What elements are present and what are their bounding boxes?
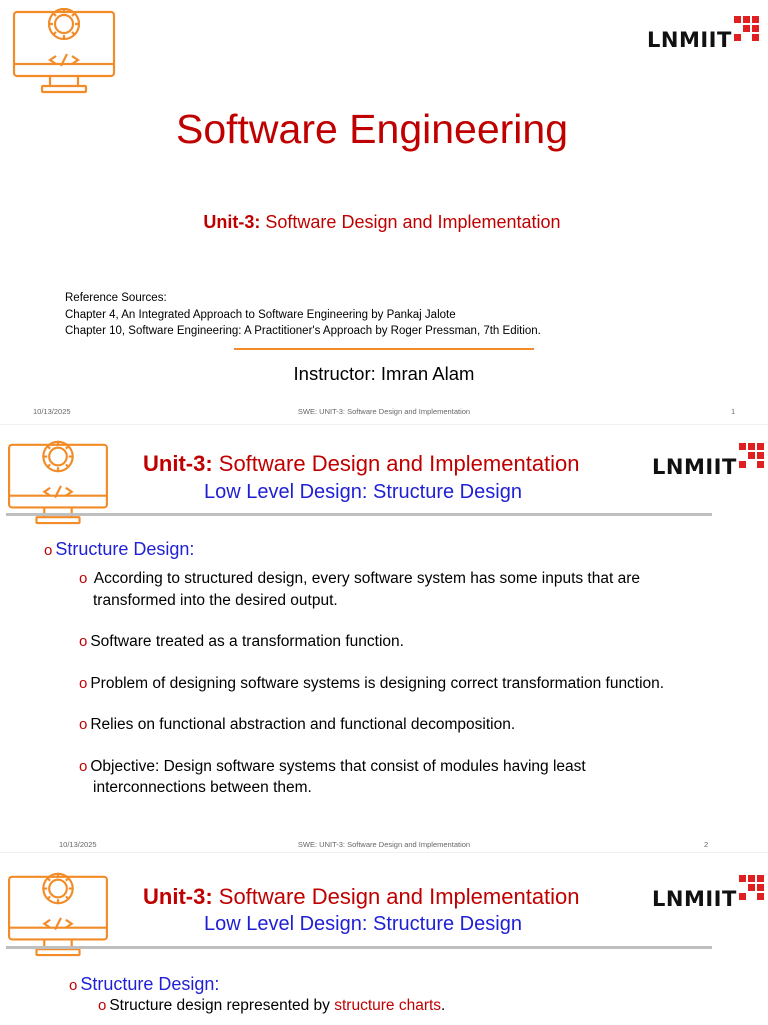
divider (234, 348, 534, 350)
slide-subtitle: Low Level Design: Structure Design (204, 913, 522, 935)
logo-text: LNMIIT (647, 28, 732, 52)
unit-heading (143, 884, 580, 910)
unit-prefix: Unit-3: (143, 884, 213, 909)
lnmiit-logo (652, 439, 764, 479)
footer-date: 10/13/2025 (59, 840, 97, 849)
software-gear-monitor-icon (6, 867, 110, 957)
lnmiit-logo (652, 871, 764, 911)
instructor: Instructor: Imran Alam (293, 363, 475, 384)
reference-line-1: Chapter 4, An Integrated Approach to Software Engineering by Pankaj Jalote (65, 308, 456, 321)
list-item: o Structure design represented by structure charts. (98, 997, 446, 1014)
slide-2 (0, 424, 768, 853)
reference-block (65, 290, 541, 340)
unit-title: Software Design and Implementation (260, 212, 561, 232)
reference-line-2: Chapter 10, Software Engineering: A Practitioner's Approach by Roger Pressman, 7th Edition. (65, 325, 541, 337)
logo-grid-icon (739, 443, 764, 468)
slide-1 (0, 0, 768, 424)
list-item: o Objective: Design software systems that consist of modules having least (79, 758, 586, 775)
footer-page-number: 1 (731, 407, 736, 416)
logo-text: LNMIIT (652, 455, 737, 479)
logo-text: LNMIIT (652, 887, 737, 911)
footer-date: 10/13/2025 (33, 407, 71, 416)
list-item: o According to structured design, every software system has some inputs that are (79, 570, 640, 587)
list-item-continuation: interconnections between them. (93, 779, 312, 796)
header-divider (6, 513, 712, 516)
software-gear-monitor-icon (6, 435, 110, 525)
list-item-continuation: transformed into the desired output. (93, 592, 338, 609)
slide-3 (0, 852, 768, 1025)
logo-grid-icon (739, 875, 764, 900)
section-title: Structure Design: (80, 974, 220, 994)
list-item: o Relies on functional abstraction and functional decomposition. (79, 716, 516, 733)
unit-title: Software Design and Implementation (212, 451, 580, 476)
footer-page-number: 2 (704, 840, 709, 849)
footer-center: SWE: UNIT-3: Software Design and Implementation (297, 407, 471, 416)
unit-prefix: Unit-3: (203, 212, 261, 232)
slide-subtitle: Low Level Design: Structure Design (204, 481, 522, 503)
unit-heading (143, 451, 580, 477)
unit-prefix: Unit-3: (143, 451, 213, 476)
section-heading: o Structure Design: (69, 974, 220, 994)
lnmiit-logo (647, 12, 759, 52)
list-item: o Problem of designing software systems is designing correct transformation function. (79, 675, 665, 692)
unit-heading (0, 212, 764, 233)
page-title: Software Engineering (175, 106, 569, 152)
software-gear-monitor-icon (12, 2, 116, 94)
section-title: Structure Design: (55, 539, 195, 559)
header-divider (6, 946, 712, 949)
section-heading: o Structure Design: (44, 539, 195, 559)
logo-grid-icon (734, 16, 759, 41)
unit-title: Software Design and Implementation (212, 884, 580, 909)
highlight-text: structure charts (334, 997, 442, 1014)
footer-center: SWE: UNIT-3: Software Design and Implementation (297, 840, 471, 849)
reference-heading: Reference Sources: (65, 292, 167, 304)
list-item: o Software treated as a transformation function. (79, 633, 404, 650)
